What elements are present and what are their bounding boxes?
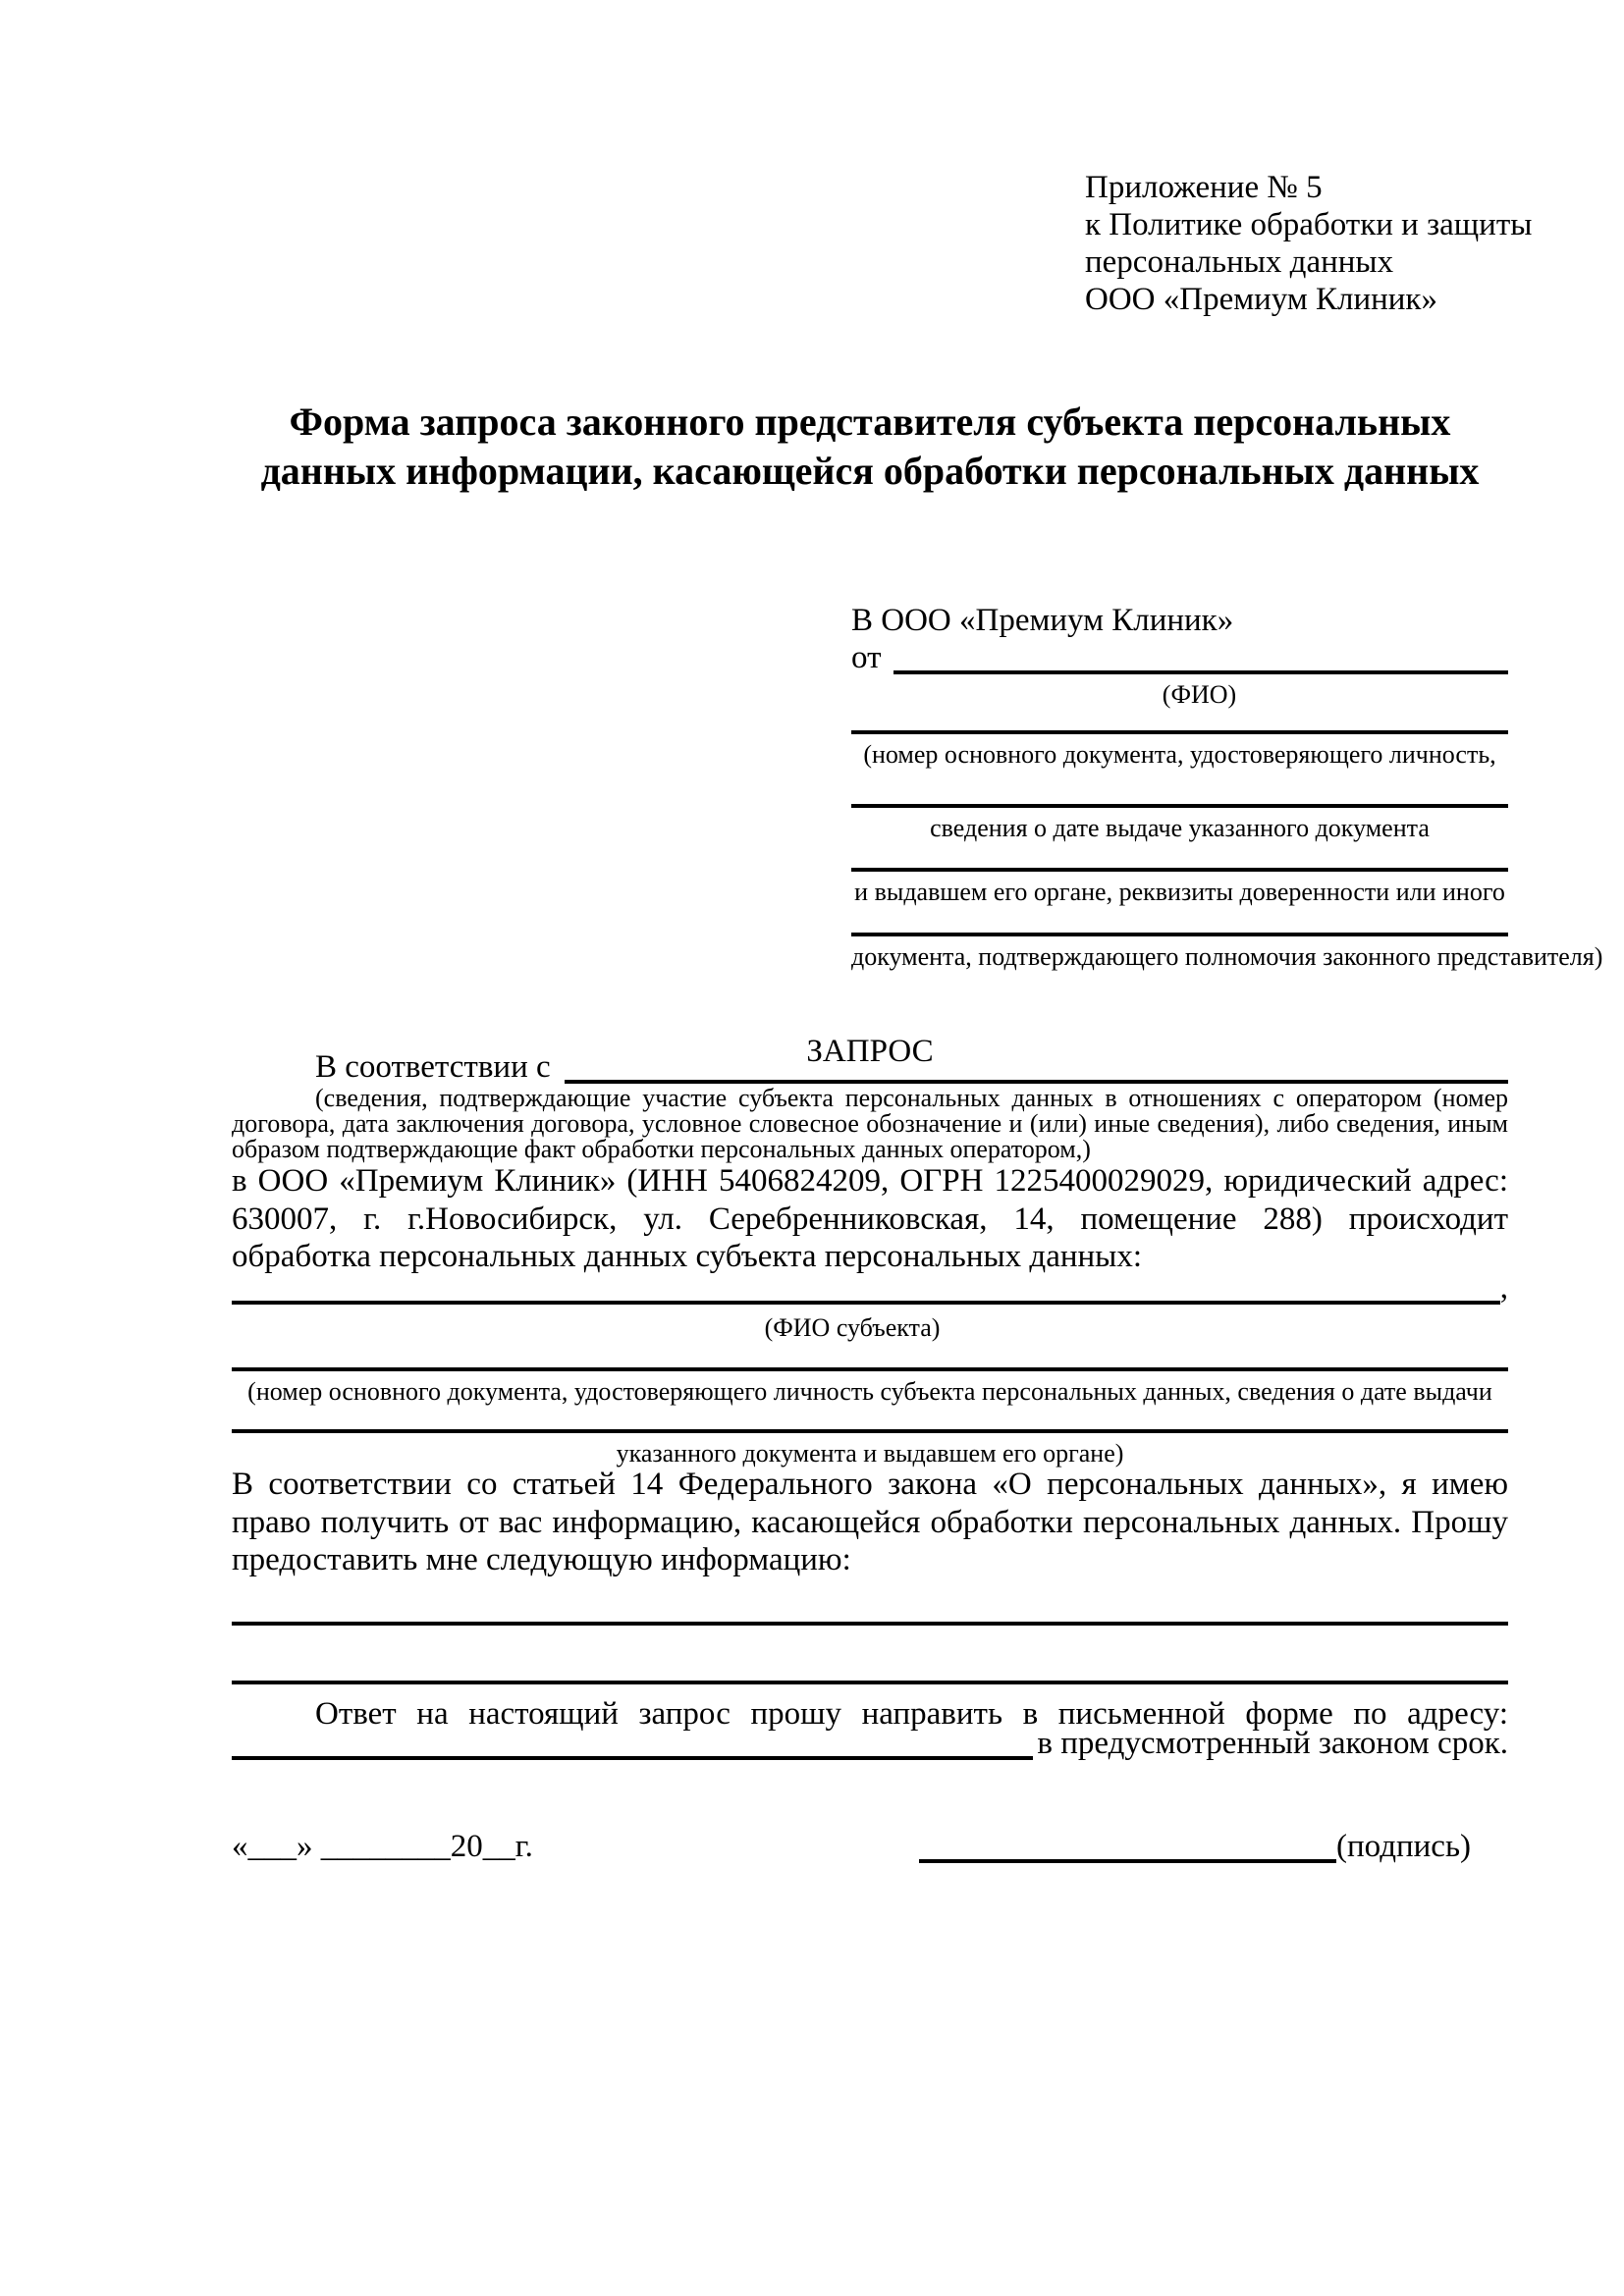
document-caption: документа, подтверждающего полномочия законного представителя) [851,942,1603,971]
document-caption: сведения о дате выдаче указанного документа [930,814,1430,842]
subject-fio-caption: (ФИО субъекта) [764,1313,941,1342]
reply-address-blank-line [232,1725,1033,1760]
reply-address-row [232,1726,1508,1761]
addressee-organization: В ООО «Премиум Клиник» [851,603,1234,638]
subject-doc-caption: указанного документа и выдавшем его органе) [616,1439,1124,1468]
fio-caption: (ФИО) [1162,680,1237,709]
appendix-line: ООО «Премиум Клиник» [1085,282,1437,317]
footer-row [232,1829,1508,1864]
law-paragraph: В соответствии со статьей 14 Федерального закона «О персональных данных», я имею право получить от вас информацию, касающейся обработки персональных данных. Прошу предоставить мне следующую информацию: [232,1467,1508,1577]
subject-doc-blank-line [232,1367,1508,1371]
from-label: от [851,640,882,675]
appendix-line: Приложение № 5 [1085,170,1323,205]
from-blank-line [893,639,1509,674]
document-caption: (номер основного документа, удостоверяющего личность, [863,740,1496,769]
appendix-line: персональных данных [1085,244,1394,280]
answer-blank-line [232,1622,1508,1626]
accordance-label: В соответствии с [315,1049,551,1085]
operator-paragraph: в ООО «Премиум Клиник» (ИНН 5406824209, ОГРН 1225400029029, юридический адрес: 630007, г. г.Новосибирск, ул. Серебренниковская, 14, помещение 288) происходит обработка персональных данных субъекта персональных данных: [232,1163,1508,1274]
request-heading: ЗАПРОС [806,1034,934,1069]
reply-tail-text: в предусмотренный законом срок. [1037,1726,1508,1761]
appendix-line: к Политике обработки и защиты [1085,207,1533,242]
reply-paragraph: Ответ на настоящий запрос прошу направить в письменной форме по адресу: [315,1696,1508,1732]
subject-fio-blank-line [232,1269,1500,1305]
accordance-blank-line [565,1048,1508,1084]
document-caption: и выдавшем его органе, реквизиты доверенности или иного [854,878,1505,906]
date-field: «___» ________20__г. [232,1829,533,1864]
from-field-row [851,640,1508,675]
accordance-caption: (сведения, подтверждающие участие субъекта персональных данных в отношениях с оператором (номер договора, дата заключения договора, условное словесное обозначение и (или) иные сведения), либо сведения, иным образом подтверждающие факт обработки персональных данных оператором,) [232,1084,1508,1163]
appendix-block [1085,169,1532,318]
document-blank-line [851,868,1508,872]
answer-blank-line [232,1681,1508,1684]
document-blank-line [851,804,1508,808]
subject-fio-row [232,1270,1508,1306]
addressee-block [851,599,1603,972]
document-blank-line [851,730,1508,734]
document-blank-line [851,933,1508,936]
subject-doc-blank-line [232,1429,1508,1433]
signature-blank-line [919,1828,1336,1863]
subject-fio-comma: , [1499,1270,1508,1306]
document-title: Форма запроса законного представителя субъекта персональных данных информации, касающейся обработки персональных данных [260,400,1480,493]
signature-caption: (подпись) [1336,1829,1471,1864]
subject-doc-caption: (номер основного документа, удостоверяющего личность субъекта персональных данных, сведения о дате выдачи [247,1377,1492,1406]
